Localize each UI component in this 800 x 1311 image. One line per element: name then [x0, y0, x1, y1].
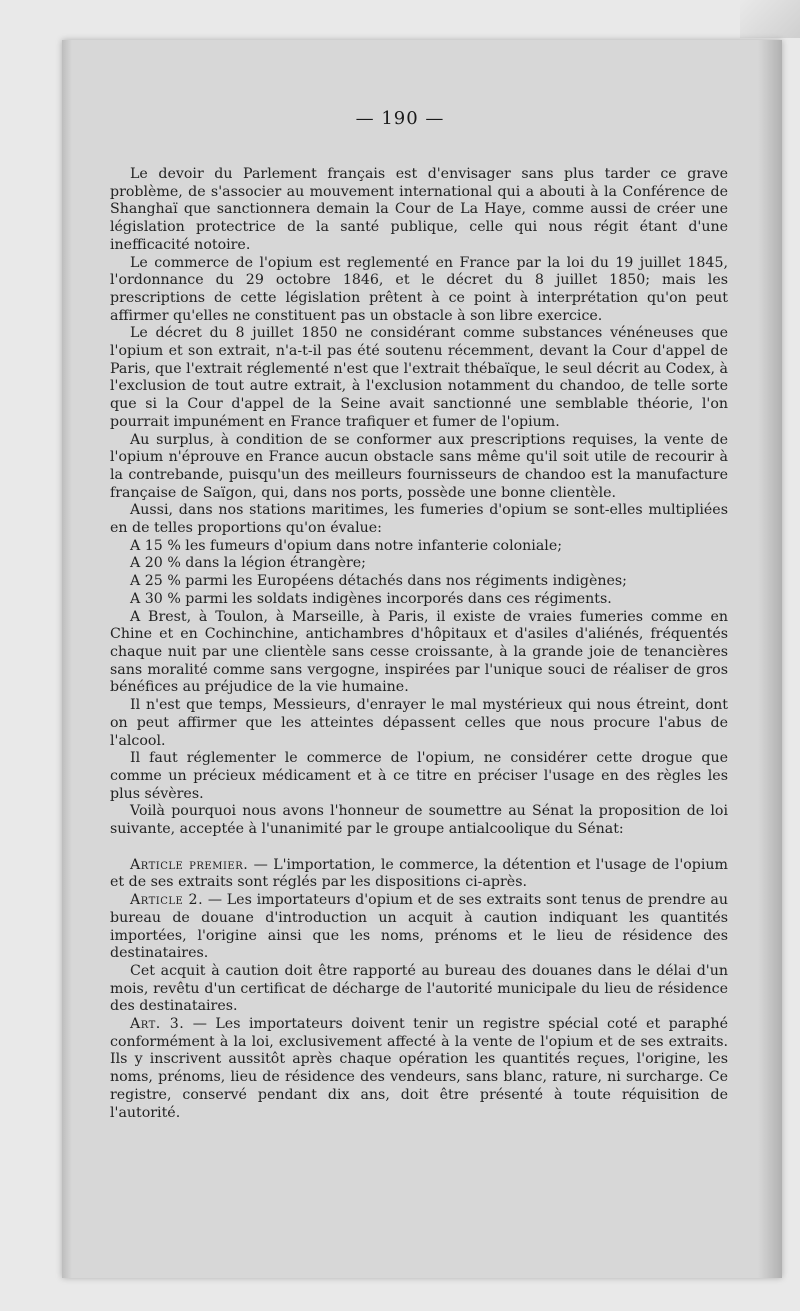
article-label: Article premier.: [130, 856, 249, 873]
percentage-line: A 15 % les fumeurs d'opium dans notre infanterie coloniale;: [130, 537, 563, 554]
page-corner: [740, 0, 800, 38]
page-spine: [62, 40, 72, 1278]
article-3: [110, 1016, 728, 1122]
article-2-continued: [110, 963, 728, 1016]
paragraph: Aussi, dans nos stations maritimes, les fumeries d'opium se sont-elles multipliées en de telles proportions qu'on évalue:: [110, 502, 728, 537]
percentage-line: A 25 % parmi les Européens détachés dans nos régiments indigènes;: [130, 573, 627, 590]
article-text: — Les importateurs doivent tenir un registre spécial coté et paraphé conformément à la loi, exclusivement affecté à la vente de l'opium et de ses extraits. Ils y inscrivent aussitôt après chaque opération les quantités reçues, l'origine, les noms, prénoms, lieu de résidence des vendeurs, sans blanc, rature, ni surcharge. Ce registre, conservé pendant dix ans, doit être présenté à toute réquisition de l'autorité.: [110, 1016, 728, 1121]
paragraph: A Brest, à Toulon, à Marseille, à Paris, il existe de vraies fumeries comme en Chine et en Cochinchine, antichambres d'hôpitaux et d'asiles d'aliénés, fréquentés chaque nuit par une clientèle sans cesse croissante, à la grande joie de tenancières sans moralité comme sans vergogne, inspirées par l'unique souci de réaliser de gros bénéfices au préjudice de la vie humaine.: [110, 608, 728, 696]
article-text: — L'importation, le commerce, la détention et l'usage de l'opium et de ses extraits sont réglés par les dispositions ci-après.: [110, 856, 728, 891]
paragraph: Il n'est que temps, Messieurs, d'enrayer le mal mystérieux qui nous étreint, dont on peut affirmer que les atteintes dépassent celles que nous procure l'abus de l'alcool.: [110, 697, 728, 749]
article-label: Art. 3.: [130, 1016, 185, 1033]
page-edge-shadow: [758, 40, 782, 1278]
percentage-line: A 30 % parmi les soldats indigènes incorporés dans ces régiments.: [130, 590, 612, 607]
page-number: — 190 —: [355, 108, 445, 129]
article-1: [110, 857, 728, 892]
article-2: [110, 892, 728, 963]
paragraph: Il faut réglementer le commerce de l'opium, ne considérer cette drogue que comme un précieux médicament et à ce titre en préciser l'usage en des règles les plus sévères.: [110, 750, 728, 802]
percentage-line: A 20 % dans la légion étrangère;: [130, 555, 366, 572]
article-text: Cet acquit à caution doit être rapporté au bureau des douanes dans le délai d'un mois, revêtu d'un certificat de décharge de l'autorité municipale du lieu de résidence des destinataires.: [110, 962, 728, 1015]
paragraph: Le devoir du Parlement français est d'envisager sans plus tarder ce grave problème, de s'associer au mouvement international qui a abouti à la Conférence de Shanghaï que sanctionnera demain la Cour de La Haye, comme aussi de créer une législation protectrice de la santé publique, celle qui nous régit étant d'une inefficacité notoire.: [110, 166, 728, 253]
paragraph: Voilà pourquoi nous avons l'honneur de soumettre au Sénat la proposition de loi suivante, acceptée à l'unanimité par le groupe antialcoolique du Sénat:: [110, 803, 728, 838]
article-label: Article 2.: [130, 892, 204, 909]
paragraph: Le commerce de l'opium est reglementé en France par la loi du 19 juillet 1845, l'ordonnance du 29 octobre 1846, et le décret du 8 juillet 1850; mais les prescriptions de cette législation prêtent à ce point à interprétation qu'on peut affirmer qu'elles ne constituent pas un obstacle à son libre exercice.: [110, 254, 728, 324]
body-text: [110, 166, 728, 1122]
paragraph: Au surplus, à condition de se conformer aux prescriptions requises, la vente de l'opium n'éprouve en France aucun obstacle sans même qu'il soit utile de recourir à la contrebande, puisqu'un des meilleurs fournisseurs de chandoo est la manufacture française de Saïgon, qui, dans nos ports, possède une bonne clientèle.: [110, 431, 728, 501]
paragraph: Le décret du 8 juillet 1850 ne considérant comme substances vénéneuses que l'opium et son extrait, n'a-t-il pas été soutenu récemment, devant la Cour d'appel de Paris, que l'extrait réglementé n'est que l'extrait thébaïque, le seul décrit au Codex, à l'exclusion de tout autre extrait, à l'exclusion notamment du chandoo, de telle sorte que si la Cour d'appel de la Seine avait sanctionné une semblable théorie, l'on pourrait impunément en France trafiquer et fumer de l'opium.: [110, 325, 728, 430]
article-text: — Les importateurs d'opium et de ses extraits sont tenus de prendre au bureau de douane d'introduction un acquit à caution indiquant les quantités importées, l'origine ainsi que les noms, prénoms et le lieu de résidence des destinataires.: [110, 892, 728, 962]
